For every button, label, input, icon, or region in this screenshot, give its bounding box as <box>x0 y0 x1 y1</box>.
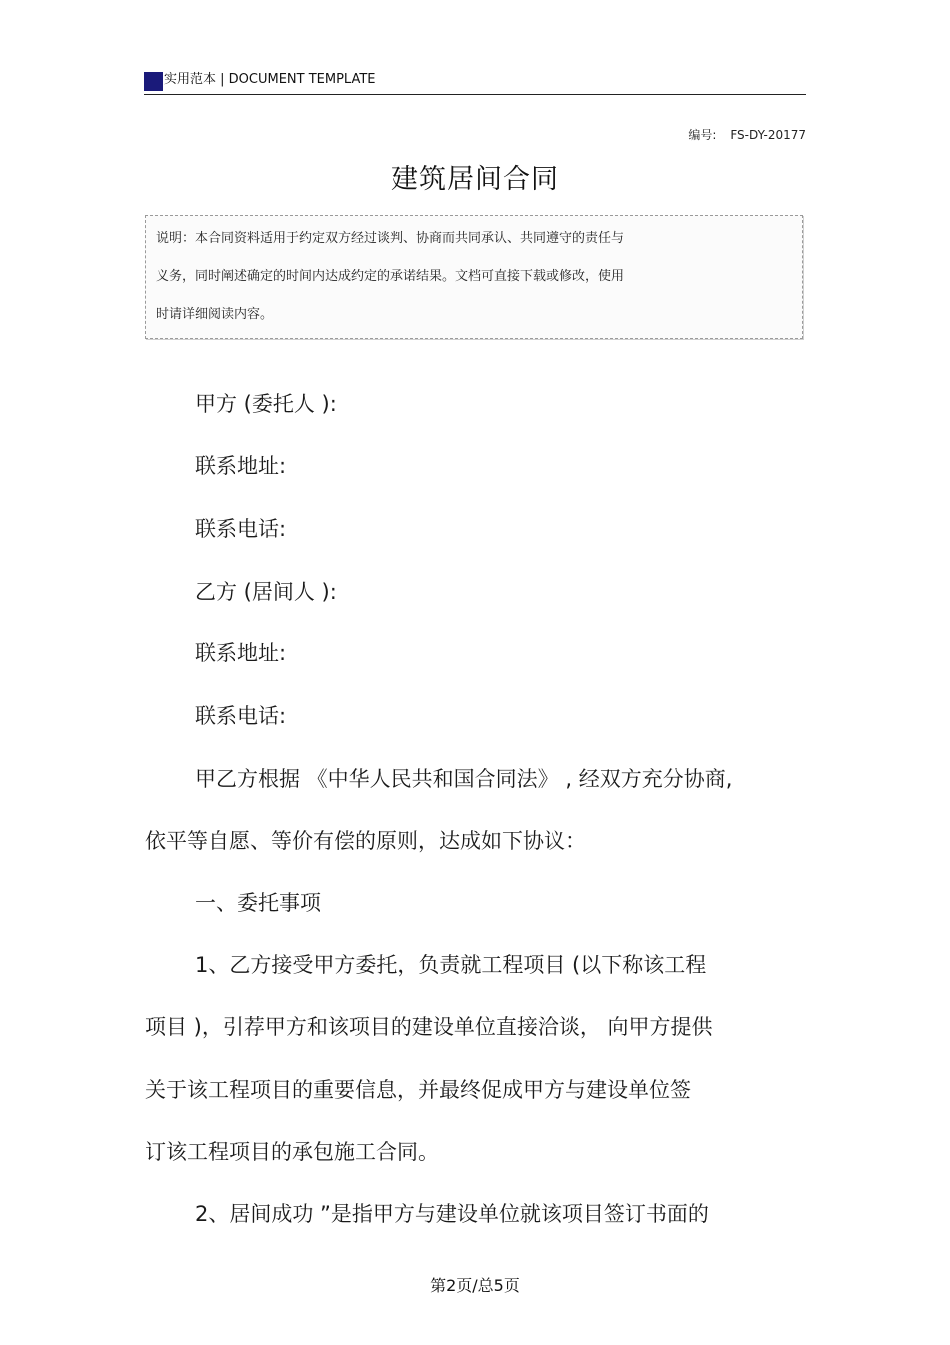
document-number-label: 编号: <box>688 128 717 142</box>
page-header <box>144 68 806 95</box>
template-logo-icon <box>144 72 163 91</box>
clause-1-line: 1、乙方接受甲方委托，负责就工程项目 (以下称该工程 <box>195 953 707 977</box>
party-b-phone-label: 联系电话: <box>195 704 287 728</box>
description-line: 义务，同时阐述确定的时间内达成约定的承诺结果。文档可直接下载或修改，使用 <box>156 269 625 284</box>
clause-1-line: 订该工程项目的承包施工合同。 <box>145 1140 439 1164</box>
page-footer: 第2页/总5页 <box>430 1276 520 1295</box>
document-title: 建筑居间合同 <box>391 164 559 195</box>
party-a-phone-label: 联系电话: <box>195 517 287 541</box>
intro-paragraph-line: 甲乙方根据 《中华人民共和国合同法》 , 经双方充分协商, <box>195 767 733 791</box>
party-a-address-label: 联系地址: <box>195 454 287 478</box>
section-heading: 一、委托事项 <box>195 891 321 915</box>
intro-paragraph-line: 依平等自愿、等价有偿的原则，达成如下协议： <box>145 829 586 853</box>
document-number-value: FS-DY-20177 <box>730 128 806 142</box>
party-b-address-label: 联系地址: <box>195 641 287 665</box>
party-a-label: 甲方 (委托人 ): <box>195 392 337 416</box>
clause-1-line: 关于该工程项目的重要信息，并最终促成甲方与建设单位签 <box>145 1078 691 1102</box>
description-box <box>145 215 803 339</box>
description-line: 说明：本合同资料适用于约定双方经过谈判、协商而共同承认、共同遵守的责任与 <box>156 231 625 246</box>
header-label: 实用范本 | DOCUMENT TEMPLATE <box>164 72 376 87</box>
clause-1-line: 项目 )，引荐甲方和该项目的建设单位直接洽谈， 向甲方提供 <box>145 1015 713 1039</box>
clause-2-line: 2、居间成功 ”是指甲方与建设单位就该项目签订书面的 <box>195 1202 709 1226</box>
document-number <box>688 126 806 143</box>
description-line: 时请详细阅读内容。 <box>156 307 274 322</box>
party-b-label: 乙方 (居间人 ): <box>195 580 337 604</box>
